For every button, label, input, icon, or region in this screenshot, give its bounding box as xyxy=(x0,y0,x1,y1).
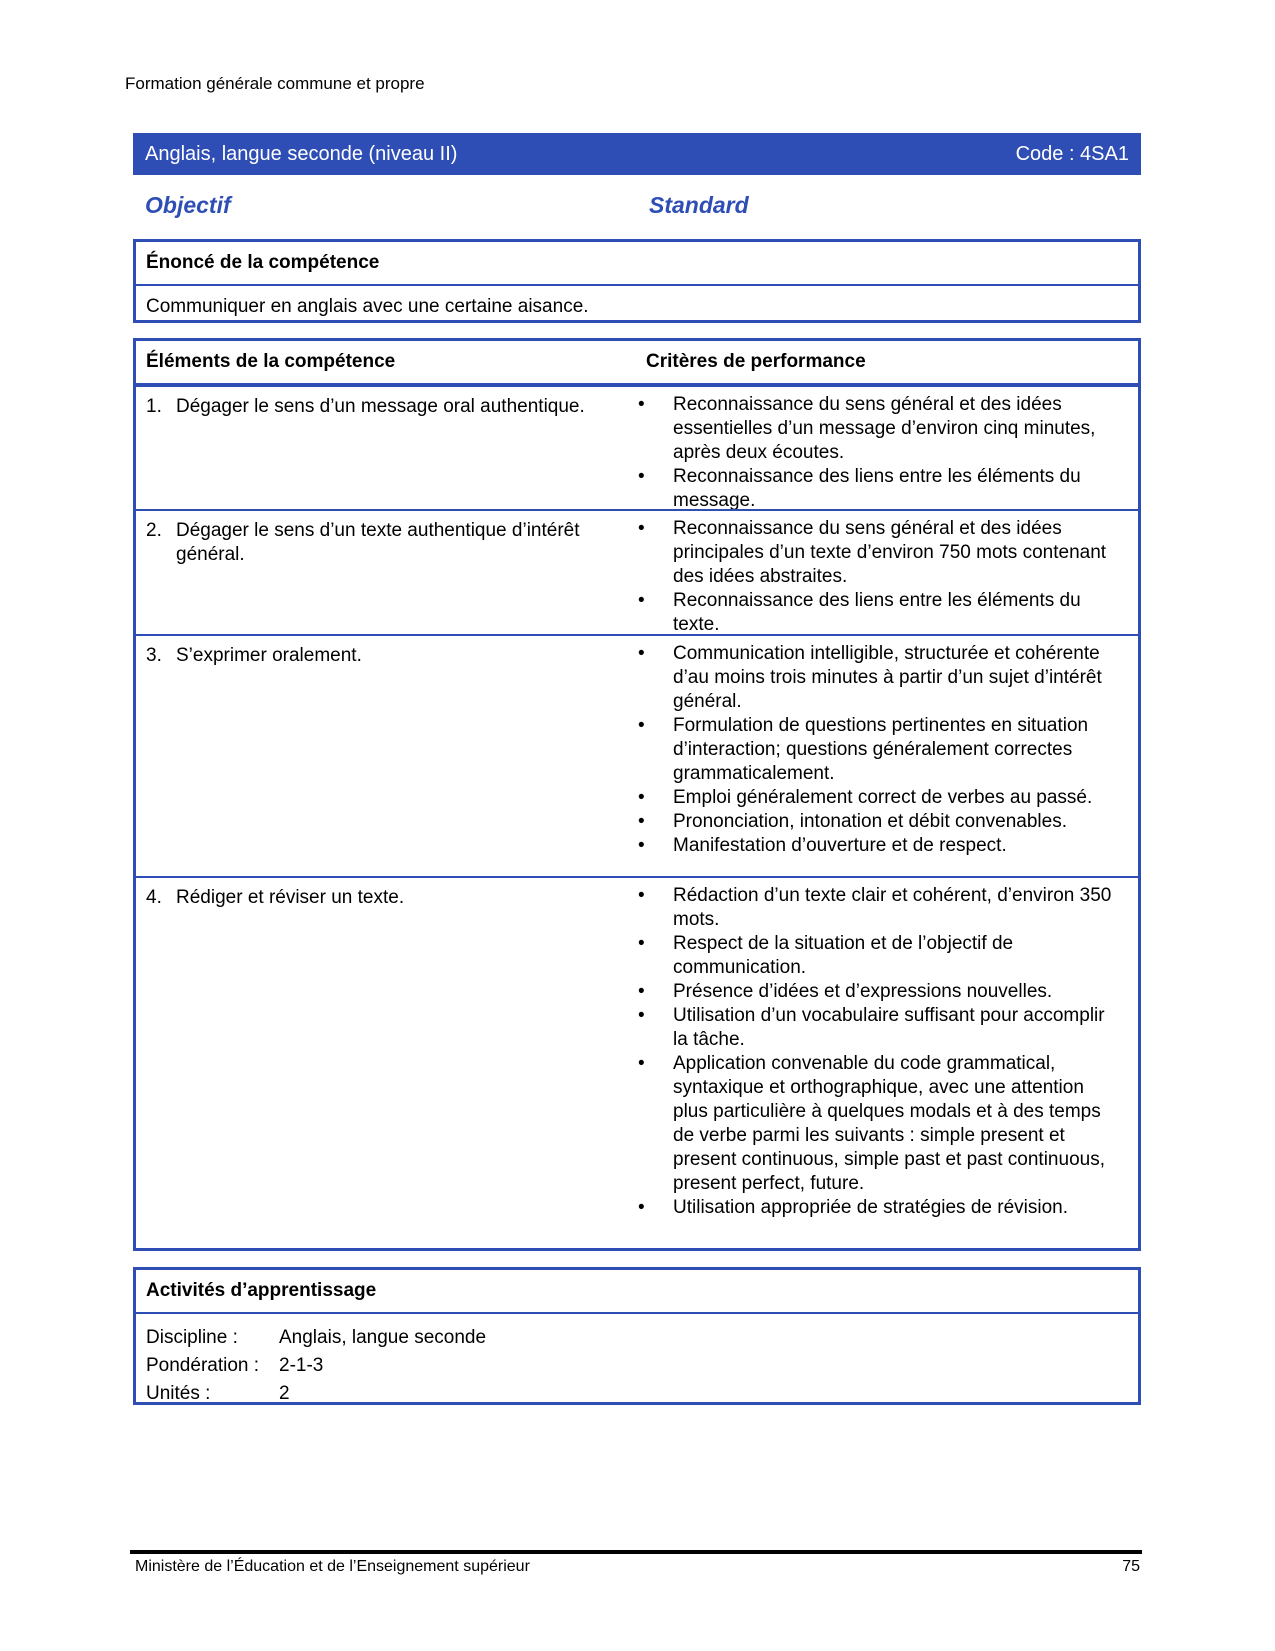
activite-item xyxy=(146,1324,1128,1352)
element-text: S’exprimer oralement. xyxy=(176,645,362,666)
element-number: 3. xyxy=(146,645,162,666)
activites-body xyxy=(136,1314,1138,1418)
activite-key: Pondération : xyxy=(146,1355,260,1376)
table-row xyxy=(136,509,1138,634)
competence-table xyxy=(133,338,1141,1251)
column-headings xyxy=(145,192,1125,219)
element-number: 2. xyxy=(146,520,162,541)
element-cell xyxy=(146,395,606,419)
criteres-header: Critères de performance xyxy=(646,351,866,372)
course-title: Anglais, langue seconde (niveau II) xyxy=(145,142,458,165)
activite-value: Anglais, langue seconde xyxy=(279,1327,487,1348)
activite-item xyxy=(146,1380,1128,1408)
activites-header: Activités d’apprentissage xyxy=(136,1270,1138,1314)
criteria-list xyxy=(636,878,1121,1226)
criterion: • Application convenable du code grammatical, syntaxique et orthographique, avec une attention plus particulière à quelques modals et à des temps de verbe parmi les suivants : simple present et present continuous, simple past et past continuous, present perfect, future. xyxy=(636,1052,1121,1196)
footer-rule xyxy=(130,1550,1142,1554)
activite-key: Unités : xyxy=(146,1383,211,1404)
enonce-text: Communiquer en anglais avec une certaine aisance. xyxy=(146,296,589,317)
criterion: • Rédaction d’un texte clair et cohérent, d’environ 350 mots. xyxy=(636,884,1121,932)
element-cell xyxy=(146,886,606,910)
course-code-bar xyxy=(133,133,1141,175)
standard-heading: Standard xyxy=(649,192,749,218)
criteria-list xyxy=(636,387,1121,519)
criteria-list xyxy=(636,636,1121,864)
activite-item xyxy=(146,1352,1128,1380)
activite-value: 2 xyxy=(279,1383,290,1404)
criterion: • Reconnaissance des liens entre les éléments du message. xyxy=(636,465,1121,513)
element-text: Dégager le sens d’un message oral authentique. xyxy=(176,396,585,417)
table-header xyxy=(136,341,1138,385)
criterion: • Utilisation appropriée de stratégies de révision. xyxy=(636,1196,1121,1220)
activite-key: Discipline : xyxy=(146,1327,238,1348)
enonce-box xyxy=(133,239,1141,323)
criterion: • Présence d’idées et d’expressions nouvelles. xyxy=(636,980,1121,1004)
element-cell xyxy=(146,644,606,668)
criteria-list xyxy=(636,511,1121,643)
element-text: Dégager le sens d’un texte authentique d’intérêt général. xyxy=(176,520,580,565)
course-code: Code : 4SA1 xyxy=(1015,142,1129,165)
enonce-header: Énoncé de la compétence xyxy=(136,242,1138,286)
criterion: • Prononciation, intonation et débit convenables. xyxy=(636,810,1121,834)
criterion: • Reconnaissance des liens entre les éléments du texte. xyxy=(636,589,1121,637)
element-number: 1. xyxy=(146,396,162,417)
activites-box xyxy=(133,1267,1141,1405)
criterion: • Utilisation d’un vocabulaire suffisant pour accomplir la tâche. xyxy=(636,1004,1121,1052)
footer-ministry: Ministère de l’Éducation et de l’Enseignement supérieur xyxy=(135,1558,530,1575)
objectif-heading: Objectif xyxy=(145,192,231,218)
criterion: • Manifestation d’ouverture et de respect. xyxy=(636,834,1121,858)
criterion: • Formulation de questions pertinentes en situation d’interaction; questions généralement correctes grammaticalement. xyxy=(636,714,1121,786)
element-number: 4. xyxy=(146,887,162,908)
running-head: Formation générale commune et propre xyxy=(125,74,425,93)
criterion: • Reconnaissance du sens général et des idées principales d’un texte d’environ 750 mots contenant des idées abstraites. xyxy=(636,517,1121,589)
table-row xyxy=(136,385,1138,509)
table-row xyxy=(136,634,1138,876)
criterion: • Reconnaissance du sens général et des idées essentielles d’un message d’environ cinq minutes, après deux écoutes. xyxy=(636,393,1121,465)
page-number: 75 xyxy=(1122,1558,1140,1575)
element-cell xyxy=(146,519,606,567)
elements-header: Éléments de la compétence xyxy=(146,351,396,372)
criterion: • Emploi généralement correct de verbes au passé. xyxy=(636,786,1121,810)
criterion: • Communication intelligible, structurée et cohérente d’au moins trois minutes à partir d’un sujet d’intérêt général. xyxy=(636,642,1121,714)
element-text: Rédiger et réviser un texte. xyxy=(176,887,405,908)
table-row xyxy=(136,876,1138,1218)
activite-value: 2-1-3 xyxy=(279,1355,324,1376)
criterion: • Respect de la situation et de l’objectif de communication. xyxy=(636,932,1121,980)
